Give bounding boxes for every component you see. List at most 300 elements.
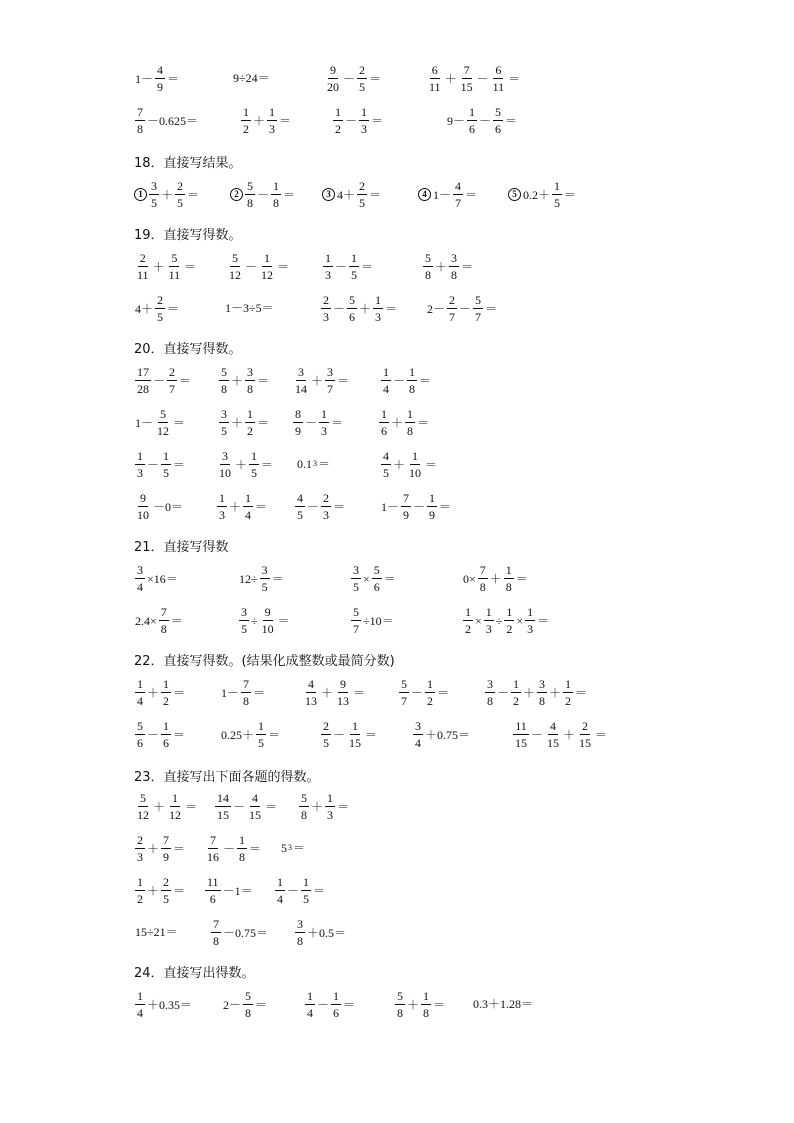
numerator: 7 xyxy=(160,605,167,619)
expression xyxy=(204,834,262,863)
expression-text: － xyxy=(476,71,489,86)
denominator: 10 xyxy=(219,466,231,480)
expression xyxy=(134,366,192,395)
expression xyxy=(322,180,382,209)
fraction xyxy=(249,450,259,479)
denominator: 7 xyxy=(455,196,462,210)
expression-text: ÷10＝ xyxy=(363,613,394,628)
denominator: 5 xyxy=(151,196,157,210)
expression-text: ＝ xyxy=(337,373,350,388)
numerator: 1 xyxy=(527,605,534,619)
denominator: 5 xyxy=(177,196,184,210)
denominator: 5 xyxy=(359,196,366,210)
numerator: 1 xyxy=(137,989,143,1003)
expression-text: ＝ xyxy=(385,301,398,316)
numerator: 1 xyxy=(321,407,328,421)
numerator: 1 xyxy=(303,875,310,889)
expression xyxy=(238,606,291,635)
expression-text: ＝ xyxy=(257,415,270,430)
numerator: 4 xyxy=(383,449,389,463)
numerator: 3 xyxy=(151,179,157,193)
numerator: 5 xyxy=(349,293,356,307)
expression-text: ＋ xyxy=(444,71,457,86)
numerator: 3 xyxy=(247,365,254,379)
expression-text: ＝ xyxy=(187,187,200,202)
expression xyxy=(134,876,186,905)
expression-text: － xyxy=(335,259,348,274)
expression-text: ＝ xyxy=(369,71,382,86)
numerator: 1 xyxy=(269,105,276,119)
expression-text: ＝ xyxy=(249,841,262,856)
expression xyxy=(226,252,290,281)
denominator: 3 xyxy=(219,508,225,522)
fraction xyxy=(271,180,281,209)
expression-text: － xyxy=(287,883,300,898)
expression xyxy=(134,180,200,209)
denominator: 5 xyxy=(241,622,247,636)
numerator: 2 xyxy=(169,365,176,379)
denominator: 4 xyxy=(137,1006,143,1020)
expression-text: － xyxy=(333,301,346,316)
fraction xyxy=(513,720,529,749)
denominator: 10 xyxy=(261,622,274,636)
denominator: 3 xyxy=(323,508,330,522)
denominator: 5 xyxy=(157,310,164,324)
fraction xyxy=(427,492,437,521)
fraction xyxy=(241,678,251,707)
numerator: 1 xyxy=(325,251,331,265)
denominator: 15 xyxy=(579,736,592,750)
expression-text: ＝ xyxy=(184,259,197,274)
expression-text: ＝ xyxy=(255,499,268,514)
numerator: 5 xyxy=(425,251,431,265)
expression-text: －0＝ xyxy=(153,499,184,514)
expression-text: －1＝ xyxy=(222,883,253,898)
expression xyxy=(204,876,254,905)
denominator: 2 xyxy=(506,622,513,636)
expression xyxy=(426,294,498,323)
denominator: 11 xyxy=(168,268,181,282)
fraction xyxy=(256,720,266,749)
expression-text: － xyxy=(223,841,236,856)
denominator: 8 xyxy=(137,122,143,136)
numerator: 1 xyxy=(485,605,492,619)
expression-text: ＋ xyxy=(359,301,372,316)
expression xyxy=(320,720,378,749)
expression-text: 0.2＋ xyxy=(523,187,551,202)
expression-text: 9－ xyxy=(447,113,466,128)
denominator: 8 xyxy=(301,808,307,822)
fraction xyxy=(421,990,431,1019)
numerator: 1 xyxy=(361,105,368,119)
numerator: 3 xyxy=(415,719,421,733)
numerator: 3 xyxy=(298,365,304,379)
expression-text: ＝ xyxy=(343,997,356,1012)
expression-text: ＝ xyxy=(261,457,274,472)
numerator: 2 xyxy=(359,179,366,193)
fraction xyxy=(299,792,309,821)
expression-text: ＝ xyxy=(485,301,498,316)
expression-text: － xyxy=(411,685,424,700)
expression-text: ＝ xyxy=(257,373,270,388)
expression xyxy=(218,408,270,437)
denominator: 11 xyxy=(492,80,505,94)
fraction xyxy=(485,678,495,707)
denominator: 5 xyxy=(261,580,268,594)
expression-text: － xyxy=(345,113,358,128)
expression-text: × xyxy=(475,613,482,628)
fraction xyxy=(293,408,303,437)
expression-text: ＋ xyxy=(231,415,244,430)
denominator: 8 xyxy=(243,694,250,708)
expression-text: ＝ xyxy=(173,415,186,430)
fraction xyxy=(155,294,165,323)
denominator: 8 xyxy=(425,268,431,282)
expression xyxy=(134,106,199,135)
numerator: 4 xyxy=(455,179,462,193)
expression xyxy=(304,990,356,1019)
numerator: 1 xyxy=(383,365,389,379)
expression xyxy=(426,64,521,93)
circled-number: 1 xyxy=(134,188,147,201)
numerator: 3 xyxy=(539,677,546,691)
expression-text: － xyxy=(531,727,544,742)
expression-text: －0.625＝ xyxy=(147,113,199,128)
numerator: 4 xyxy=(157,63,164,77)
fraction xyxy=(372,564,382,593)
expression-text: ＝ xyxy=(255,997,268,1012)
expression-text: － xyxy=(459,301,472,316)
fraction xyxy=(323,252,333,281)
expression-text: 0.3＋1.28＝ xyxy=(473,997,534,1011)
denominator: 4 xyxy=(307,1006,313,1020)
expression-text: ＝ xyxy=(425,457,438,472)
numerator: 9 xyxy=(340,677,347,691)
denominator: 4 xyxy=(383,382,389,396)
fraction xyxy=(463,606,473,635)
numerator: 14 xyxy=(217,791,229,805)
expression-text: 15÷21＝ xyxy=(135,925,178,939)
expression xyxy=(134,678,186,707)
expression-text: ＋ xyxy=(563,727,576,742)
expression-text: ＋ xyxy=(549,685,562,700)
fraction xyxy=(331,990,341,1019)
numerator: 3 xyxy=(297,917,303,931)
numerator: 7 xyxy=(403,491,410,505)
denominator: 5 xyxy=(359,80,366,94)
fraction xyxy=(381,450,391,479)
denominator: 2 xyxy=(335,122,341,136)
fraction xyxy=(135,106,145,135)
denominator: 8 xyxy=(239,850,246,864)
fraction xyxy=(175,180,185,209)
expression-text: ＝ xyxy=(173,457,186,472)
fraction xyxy=(241,106,251,135)
denominator: 2 xyxy=(565,694,572,708)
numerator: 3 xyxy=(327,365,334,379)
denominator: 8 xyxy=(479,580,486,594)
denominator: 2 xyxy=(465,622,471,636)
numerator: 1 xyxy=(429,491,436,505)
fraction xyxy=(167,366,177,395)
numerator: 1 xyxy=(351,251,358,265)
fraction xyxy=(504,606,514,635)
fraction xyxy=(347,720,363,749)
fraction xyxy=(427,64,443,93)
expression-text: ＋ xyxy=(321,685,334,700)
numerator: 2 xyxy=(137,833,143,847)
numerator: 3 xyxy=(353,563,359,577)
fraction xyxy=(545,720,561,749)
fraction xyxy=(504,564,514,593)
denominator: 8 xyxy=(247,196,253,210)
expression-text: ＋ xyxy=(407,997,420,1012)
fraction xyxy=(267,106,277,135)
fraction xyxy=(161,876,171,905)
expression xyxy=(418,180,478,209)
fraction xyxy=(478,564,488,593)
denominator: 2 xyxy=(137,892,143,906)
expression-text: 1－3÷5＝ xyxy=(225,301,274,315)
expression xyxy=(380,492,452,521)
expression xyxy=(294,492,346,521)
expression xyxy=(294,918,347,947)
denominator: 6 xyxy=(163,736,170,750)
fraction xyxy=(135,678,145,707)
expression-text: ＝ xyxy=(185,799,198,814)
numerator: 7 xyxy=(463,63,470,77)
numerator: 1 xyxy=(163,449,170,463)
numerator: 1 xyxy=(163,719,170,733)
expression-text: 2－ xyxy=(223,997,242,1012)
fraction xyxy=(135,492,151,521)
fraction xyxy=(260,606,276,635)
numerator: 3 xyxy=(261,563,268,577)
fraction xyxy=(237,834,247,863)
question-heading: 19．直接写得数。 xyxy=(134,228,242,243)
denominator: 8 xyxy=(273,196,280,210)
denominator: 15 xyxy=(547,736,560,750)
denominator: 5 xyxy=(297,508,303,522)
numerator: 3 xyxy=(241,605,247,619)
numerator: 1 xyxy=(381,407,387,421)
expression xyxy=(412,720,471,749)
expression xyxy=(378,408,430,437)
denominator: 8 xyxy=(397,1006,403,1020)
expression-text: ＝ xyxy=(508,71,521,86)
question-heading: 20．直接写得数。 xyxy=(134,342,242,357)
fraction xyxy=(395,990,405,1019)
fraction xyxy=(243,990,253,1019)
denominator: 2 xyxy=(513,694,520,708)
expression-text: － xyxy=(305,415,318,430)
expression xyxy=(394,990,446,1019)
numerator: 5 xyxy=(245,989,252,1003)
expression-text: ＝ xyxy=(313,883,326,898)
expression-text: ＝ xyxy=(537,613,550,628)
numerator: 1 xyxy=(333,989,340,1003)
denominator: 6 xyxy=(495,122,502,136)
fraction xyxy=(525,606,535,635)
denominator: 6 xyxy=(209,892,216,906)
numerator: 5 xyxy=(221,365,227,379)
denominator: 5 xyxy=(258,736,265,750)
expression-text: － xyxy=(413,499,426,514)
denominator: 3 xyxy=(137,850,143,864)
numerator: 1 xyxy=(506,605,513,619)
fraction xyxy=(325,366,335,395)
denominator: 6 xyxy=(137,736,143,750)
denominator: 3 xyxy=(323,310,329,324)
fraction xyxy=(217,450,233,479)
numerator: 7 xyxy=(163,833,170,847)
fraction xyxy=(245,408,255,437)
numerator: 7 xyxy=(213,917,219,931)
expression-text: ＋0.75＝ xyxy=(425,727,471,742)
expression-text: ＋ xyxy=(229,499,242,514)
expression-text: ＋ xyxy=(523,685,536,700)
expression-text: ＝ xyxy=(439,499,452,514)
expression-text: 4＋ xyxy=(135,301,154,316)
denominator: 12 xyxy=(229,268,241,282)
expression-text: ＝ xyxy=(433,997,446,1012)
expression-text: ＝ xyxy=(277,613,290,628)
expression-text: ＝ xyxy=(333,499,346,514)
denominator: 6 xyxy=(349,310,356,324)
fraction xyxy=(135,876,145,905)
numerator: 1 xyxy=(465,605,471,619)
numerator: 5 xyxy=(353,605,359,619)
denominator: 15 xyxy=(217,808,229,822)
expression-text: ＋ xyxy=(231,373,244,388)
denominator: 3 xyxy=(325,268,331,282)
fraction xyxy=(243,492,253,521)
expression-text: ＋ xyxy=(152,259,165,274)
expression-text: ＝ xyxy=(271,571,284,586)
expression-text: 1－ xyxy=(221,685,240,700)
expression-text: － xyxy=(307,499,320,514)
fraction xyxy=(321,294,331,323)
denominator: 4 xyxy=(415,736,421,750)
question-heading: 24．直接写出得数。 xyxy=(134,966,255,981)
numerator: 2 xyxy=(323,719,329,733)
expression xyxy=(134,252,197,281)
question-heading: 18．直接写结果。 xyxy=(134,156,242,171)
expression xyxy=(292,366,350,395)
numerator: 9 xyxy=(330,63,336,77)
fraction xyxy=(333,106,343,135)
expression xyxy=(422,252,474,281)
expression-text: ＝ xyxy=(417,415,430,430)
expression xyxy=(134,834,186,863)
expression-text: ＋ xyxy=(311,799,324,814)
expression-text: ＝ xyxy=(293,841,306,855)
numerator: 1 xyxy=(375,293,382,307)
fraction xyxy=(413,720,423,749)
expression-text: 1－ xyxy=(433,187,452,202)
denominator: 14 xyxy=(295,382,307,396)
fraction xyxy=(149,180,159,209)
expression-text: ＋ xyxy=(435,259,448,274)
numerator: 4 xyxy=(308,677,314,691)
fraction xyxy=(161,450,171,479)
numerator: 3 xyxy=(221,407,227,421)
expression xyxy=(462,606,550,635)
numerator: 5 xyxy=(140,791,146,805)
expression-text: － xyxy=(233,799,246,814)
numerator: 2 xyxy=(139,251,146,265)
denominator: 10 xyxy=(409,466,422,480)
fraction xyxy=(155,64,165,93)
expression xyxy=(230,180,296,209)
denominator: 15 xyxy=(349,736,362,750)
numerator: 6 xyxy=(495,63,502,77)
numerator: 9 xyxy=(140,491,146,505)
expression xyxy=(332,106,384,135)
denominator: 16 xyxy=(207,850,219,864)
expression-text: 2－ xyxy=(427,301,446,316)
exponent: 3 xyxy=(288,843,292,852)
circled-number: 4 xyxy=(418,188,431,201)
fraction xyxy=(135,834,145,863)
numerator: 5 xyxy=(171,251,178,265)
denominator: 3 xyxy=(361,122,368,136)
fraction xyxy=(211,918,221,947)
expression-text: ＋ xyxy=(311,373,324,388)
expression-text: 5 xyxy=(281,841,287,855)
denominator: 6 xyxy=(469,122,476,136)
expression-text: 0.1 xyxy=(297,457,312,471)
expression-text: － xyxy=(333,727,346,742)
denominator: 5 xyxy=(353,580,359,594)
fraction xyxy=(303,678,319,707)
numerator: 1 xyxy=(137,449,143,463)
numerator: 1 xyxy=(273,179,280,193)
expression-text: ＋ xyxy=(161,187,174,202)
denominator: 9 xyxy=(157,80,164,94)
denominator: 8 xyxy=(423,1006,430,1020)
expression-text: ＝ xyxy=(505,113,518,128)
denominator: 9 xyxy=(403,508,410,522)
numerator: 5 xyxy=(232,251,238,265)
denominator: 8 xyxy=(247,382,254,396)
expression-text: － xyxy=(497,685,510,700)
expression-text: ＝ xyxy=(361,259,374,274)
numerator: 1 xyxy=(247,407,254,421)
expression-text: ＋ xyxy=(489,571,502,586)
expression-text: ÷ xyxy=(251,613,258,628)
fraction xyxy=(295,918,305,947)
expression xyxy=(296,458,331,470)
fraction xyxy=(381,366,391,395)
denominator: 12 xyxy=(157,424,170,438)
expression xyxy=(134,792,198,821)
fraction xyxy=(511,678,521,707)
expression-text: － xyxy=(147,727,160,742)
denominator: 8 xyxy=(221,382,227,396)
denominator: 8 xyxy=(245,1006,252,1020)
fraction xyxy=(135,564,145,593)
denominator: 13 xyxy=(305,694,317,708)
fraction xyxy=(493,106,503,135)
denominator: 8 xyxy=(505,580,512,594)
numerator: 1 xyxy=(412,449,419,463)
numerator: 1 xyxy=(513,677,520,691)
question-heading: 21．直接写得数 xyxy=(134,540,229,555)
expression-text: ＝ xyxy=(383,571,396,586)
expression-text: － xyxy=(153,373,166,388)
expression-text: ＝ xyxy=(331,415,344,430)
